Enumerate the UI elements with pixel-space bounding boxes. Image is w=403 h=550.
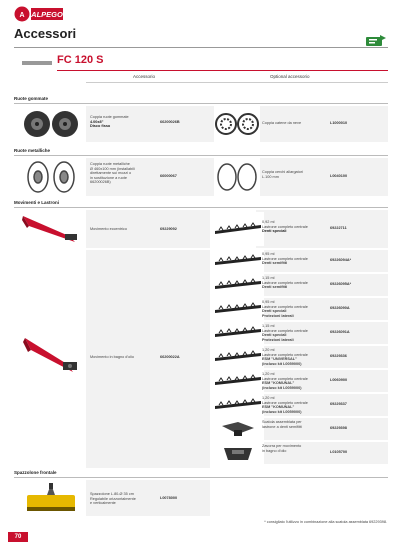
- option-code: L0105700: [330, 450, 348, 454]
- option-code: 69226091A: [330, 330, 350, 334]
- option-desc: Scatola assemblata per lastrone a denti semifitti: [262, 420, 302, 429]
- wheels-image: [20, 106, 82, 142]
- section-line: [14, 207, 388, 208]
- option-image: [212, 298, 264, 320]
- brush-image: [20, 480, 82, 516]
- option-desc: 1,20 ml Lastrone completo centrale ESM "KOMUNAL" (incluso kit L0059000): [262, 396, 308, 414]
- option-image: [212, 394, 264, 416]
- option-code: 69229337: [330, 402, 347, 406]
- option-desc: 1,15 ml Lastrone completo centrale Denti semifitti: [262, 276, 308, 290]
- option-desc: Zavorra per movimento in bagno d'olio: [262, 444, 302, 453]
- option-desc: 0,95 ml Lastrone completo centrale Denti speciali Protezioni laterali: [262, 300, 308, 318]
- section-line: [14, 103, 388, 104]
- ballast-icon: [224, 448, 252, 460]
- row5-code: L0078000: [160, 496, 178, 500]
- footnote: * consigliato l'utilizzo in combinazione alla scatola assemblata 69229398.: [264, 520, 387, 524]
- option-code: 69226090A: [330, 306, 350, 310]
- row3-opt-desc: 0,92 ml Lastrone completo centrale Denti speciali: [262, 220, 308, 234]
- option-code: 69226095A*: [330, 282, 352, 286]
- cutter-bar-icon: [215, 351, 261, 361]
- rim-icon: [218, 164, 256, 190]
- gearbox-icon: [222, 422, 254, 436]
- column-accessory: Accessorio: [133, 74, 156, 79]
- model-divider: [57, 70, 388, 71]
- row4-desc: Movimento in bagno d'olio: [90, 355, 134, 359]
- option-image: [212, 322, 264, 344]
- cutter-bar-icon: [215, 399, 261, 409]
- cutter-bar-icon: [215, 255, 261, 265]
- option-code: 69226094A*: [330, 258, 352, 262]
- option-code: 69229398: [330, 426, 347, 430]
- tire-icon: [24, 111, 78, 137]
- option-image: [212, 418, 264, 440]
- section-movimenti: Movimenti e Lastroni: [14, 200, 60, 205]
- model-title: FC 120 S: [57, 54, 104, 66]
- brand-name: ALPEGO: [31, 10, 63, 19]
- option-desc: 1,20 ml Lastrone completo centrale ESM "KOMUNAL" (incluso kit L0059000): [262, 372, 308, 390]
- section-spazzolone: Spazzolone frontale: [14, 470, 57, 475]
- option-image: [212, 346, 264, 368]
- svg-text:A: A: [19, 12, 25, 19]
- row1-opt-desc: Coppia catene da neve: [262, 121, 302, 125]
- option-image: [212, 370, 264, 392]
- chain-icon: [216, 114, 258, 134]
- row1-desc: Coppia ruote gommate 4.00x8" Disco fisso: [90, 115, 129, 129]
- rim-extender-image: [214, 158, 260, 196]
- brush-icon: [27, 483, 75, 511]
- cutter-bar-icon: [215, 223, 261, 234]
- page-number: 70: [8, 532, 28, 542]
- metal-wheels-image: [20, 158, 82, 196]
- option-image: [212, 250, 264, 272]
- brand-logo: [14, 6, 64, 22]
- row2-desc: Coppia ruote metalliche Ø 460x100 mm (installabili direttamente sui mozzi o in sostituzione a ruote 66200026B): [90, 162, 135, 185]
- oil-bath-movement-image: [20, 330, 82, 380]
- row2-opt-code: L0040100: [330, 174, 348, 178]
- option-image: [212, 274, 264, 296]
- accessory-badge-icon: [365, 34, 387, 48]
- option-desc: 0,95 ml Lastrone completo centrale Denti semifitti: [262, 252, 308, 266]
- section-ruote-gommate: Ruote gommate: [14, 96, 49, 101]
- cutter-bar-icon: [215, 327, 261, 337]
- metal-wheel-icon: [28, 162, 74, 192]
- row2-code: 66000067: [160, 174, 177, 178]
- red-blade-oil-icon: [23, 338, 77, 372]
- row1-code: 66200026B: [160, 120, 180, 124]
- title-divider: [14, 47, 388, 48]
- cutter-bar-icon: [215, 375, 261, 385]
- snow-chains-image: [214, 106, 260, 142]
- row3-desc: Movimento eccentrico: [90, 227, 127, 231]
- section-line: [14, 477, 388, 478]
- row3-opt-code: 69222711: [330, 226, 347, 230]
- cutter-bar-icon: [215, 303, 261, 313]
- row4-code: 66200022A: [160, 355, 180, 359]
- cutter-bar-icon: [215, 279, 261, 289]
- option-desc: 1,20 ml Lastrone completo centrale ESM "UNIVERSAL" (incluso kit L0059000): [262, 348, 308, 366]
- section-line: [14, 155, 388, 156]
- row5-desc: Spazzolone L.80-Ø 35 cm Regolabile orizzontalmente e verticalmente: [90, 492, 136, 506]
- eccentric-movement-image: [20, 210, 82, 248]
- red-blade-icon: [22, 216, 77, 242]
- page-title: Accessori: [14, 26, 77, 41]
- option-code: L0060900: [330, 378, 348, 382]
- column-divider: [86, 82, 388, 83]
- model-bar: [22, 61, 52, 65]
- column-optional: Optional accessorio: [270, 74, 310, 79]
- row1-opt-code: L1000010: [330, 121, 348, 125]
- row3-code: 69229092: [160, 227, 177, 231]
- row2-opt-desc: Coppia cerchi allargatori L.100 mm: [262, 170, 303, 179]
- option-image: [212, 442, 264, 464]
- option-desc: 1,15 ml Lastrone completo centrale Denti speciali Protezioni laterali: [262, 324, 308, 342]
- section-ruote-metalliche: Ruote metalliche: [14, 148, 51, 153]
- option-code: 69229336: [330, 354, 347, 358]
- cutter-bar-image: [212, 212, 264, 246]
